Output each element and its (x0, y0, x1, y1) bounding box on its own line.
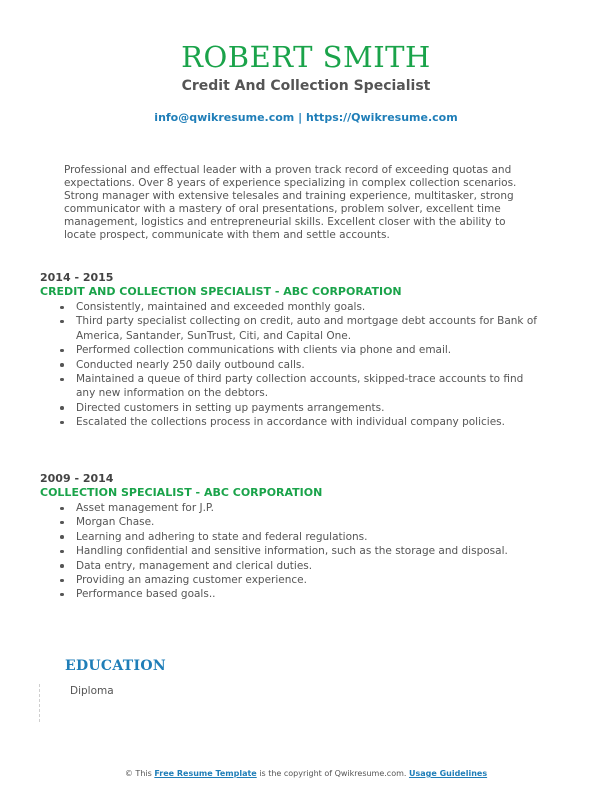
footer-prefix: © This (124, 769, 155, 778)
list-item: Asset management for J.P. (76, 501, 540, 515)
summary-text: Professional and effectual leader with a proven track record of exceeding quotas and expectations. Over 8 years of experience specializing in complex collection scenarios. Strong manager with extensive telesales and training experience, multitasker, strong communicator with a mastery of oral presentations, problem solver, excellent time management, logistics and entrepreneurial skills. Excellent closer with the ability to locate prospect, communicate with them and settle accounts. (64, 164, 517, 241)
list-item: Performed collection communications with clients via phone and email. (76, 343, 540, 357)
list-item: Handling confidential and sensitive information, such as the storage and disposal. (76, 544, 540, 558)
list-item: Directed customers in setting up payments arrangements. (76, 401, 540, 415)
job-bullets (40, 300, 540, 430)
list-item: Maintained a queue of third party collection accounts, skipped-trace accounts to find any new information on the debtors. (76, 372, 540, 401)
list-item: Data entry, management and clerical duties. (76, 559, 540, 573)
list-item: Escalated the collections process in accordance with individual company policies. (76, 415, 540, 429)
footer (0, 768, 612, 779)
footer-middle: is the copyright of Qwikresume.com. (256, 769, 409, 778)
job-role: COLLECTION SPECIALIST - ABC CORPORATION (40, 486, 323, 499)
job-title: Credit And Collection Specialist (181, 78, 431, 94)
job-dates: 2009 - 2014 (40, 472, 114, 485)
job-bullets (40, 501, 540, 602)
email-link[interactable]: info@qwikresume.com (154, 111, 295, 124)
job-entry-1 (40, 271, 540, 430)
list-item: Performance based goals.. (76, 587, 540, 601)
job-dates: 2014 - 2015 (40, 271, 114, 284)
job-role: CREDIT AND COLLECTION SPECIALIST - ABC CORPORATION (40, 285, 402, 298)
website-link[interactable]: https://Qwikresume.com (305, 111, 458, 124)
list-item: Consistently, maintained and exceeded monthly goals. (76, 300, 540, 314)
education-item: Diploma (70, 685, 114, 697)
list-item: Learning and adhering to state and federal regulations. (76, 530, 540, 544)
contact-line (0, 110, 612, 125)
candidate-name: ROBERT SMITH (181, 40, 431, 74)
list-item: Morgan Chase. (76, 515, 540, 529)
list-item: Providing an amazing customer experience. (76, 573, 540, 587)
contact-separator: | (294, 111, 306, 124)
free-resume-template-link[interactable]: Free Resume Template (154, 769, 257, 778)
list-item: Conducted nearly 250 daily outbound calls. (76, 358, 540, 372)
education-divider (39, 684, 40, 722)
list-item: Third party specialist collecting on credit, auto and mortgage debt accounts for Bank of America, Santander, SunTrust, Citi, and Capital One. (76, 314, 540, 343)
job-entry-2 (40, 472, 540, 602)
education-heading: EDUCATION (65, 658, 166, 674)
usage-guidelines-link[interactable]: Usage Guidelines (408, 769, 488, 778)
